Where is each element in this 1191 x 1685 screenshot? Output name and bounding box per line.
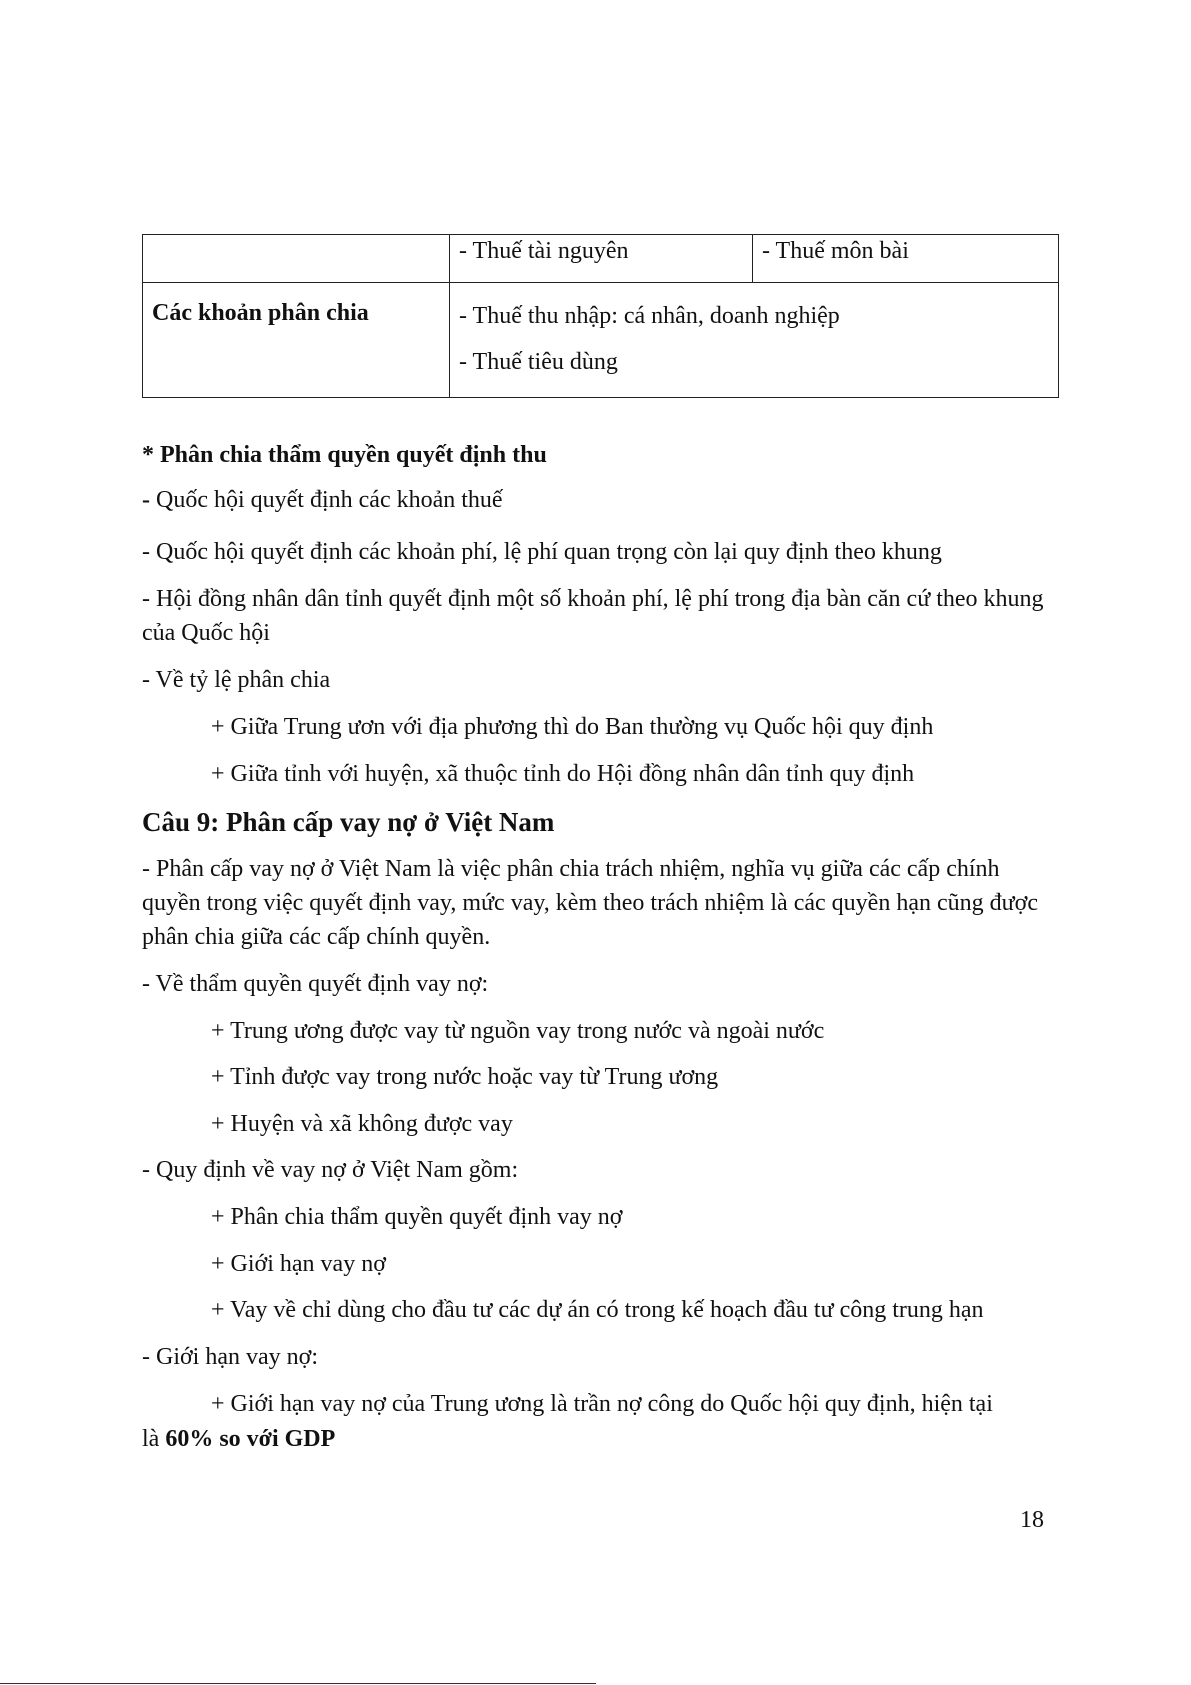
sub-item: + Trung ương được vay từ nguồn vay trong nước và ngoài nước	[211, 1018, 825, 1044]
table-row	[143, 235, 1059, 283]
shared-item-income-tax: - Thuế thu nhập: cá nhân, doanh nghiệp	[459, 303, 840, 329]
emphasis-text: 60% so với GDP	[165, 1426, 336, 1452]
sub-item: + Phân chia thẩm quyền quyết định vay nợ	[211, 1204, 623, 1230]
paragraph: - Về thẩm quyền quyết định vay nợ:	[142, 971, 489, 997]
table-cell-shared-items	[450, 283, 1059, 398]
sub-item: + Vay về chỉ dùng cho đầu tư các dự án có trong kế hoạch đầu tư công trung hạn	[211, 1297, 984, 1323]
revenue-division-table	[142, 234, 1059, 398]
sub-item: + Giữa tỉnh với huyện, xã thuộc tỉnh do Hội đồng nhân dân tỉnh quy định	[211, 761, 915, 787]
footer-divider	[0, 1683, 596, 1684]
paragraph	[142, 483, 1062, 517]
table-row	[143, 283, 1059, 398]
sub-item: + Giới hạn vay nợ	[211, 1251, 386, 1277]
table-cell-empty	[143, 235, 450, 283]
table-cell-license-tax: - Thuế môn bài	[753, 235, 1059, 283]
paragraph-continuation	[142, 1422, 1062, 1456]
page-number: 18	[1020, 1507, 1044, 1533]
table-row-label: Các khoản phân chia	[143, 283, 450, 398]
paragraph-text: Quốc hội quyết định các khoản thuế	[150, 487, 503, 513]
sub-item: + Huyện và xã không được vay	[211, 1111, 513, 1137]
paragraph: - Quốc hội quyết định các khoản phí, lệ phí quan trọng còn lại quy định theo khung	[142, 539, 942, 565]
paragraph: - Hội đồng nhân dân tỉnh quyết định một số khoản phí, lệ phí trong địa bàn căn cứ theo khung của Quốc hội	[142, 586, 1044, 646]
paragraph: - Quy định về vay nợ ở Việt Nam gồm:	[142, 1157, 519, 1183]
dash-marker: -	[142, 487, 150, 513]
shared-item-consumption-tax: - Thuế tiêu dùng	[459, 349, 618, 375]
sub-item: + Giữa Trung ươn với địa phương thì do Ban thường vụ Quốc hội quy định	[211, 714, 934, 740]
paragraph: - Giới hạn vay nợ:	[142, 1344, 319, 1370]
section-heading-revenue-authority: * Phân chia thẩm quyền quyết định thu	[142, 442, 547, 468]
question-9-heading: Câu 9: Phân cấp vay nợ ở Việt Nam	[142, 807, 555, 837]
paragraph-text: là	[142, 1426, 166, 1452]
table-cell-resource-tax: - Thuế tài nguyên	[450, 235, 753, 283]
paragraph: - Về tỷ lệ phân chia	[142, 667, 331, 693]
sub-item: + Giới hạn vay nợ của Trung ương là trần nợ công do Quốc hội quy định, hiện tại	[211, 1391, 993, 1417]
sub-item: + Tỉnh được vay trong nước hoặc vay từ Trung ương	[211, 1064, 719, 1090]
paragraph: - Phân cấp vay nợ ở Việt Nam là việc phân chia trách nhiệm, nghĩa vụ giữa các cấp chính quyền trong việc quyết định vay, mức vay, kèm theo trách nhiệm là các quyền hạn cũng được phân chia giữa các cấp chính quyền.	[142, 856, 1038, 950]
